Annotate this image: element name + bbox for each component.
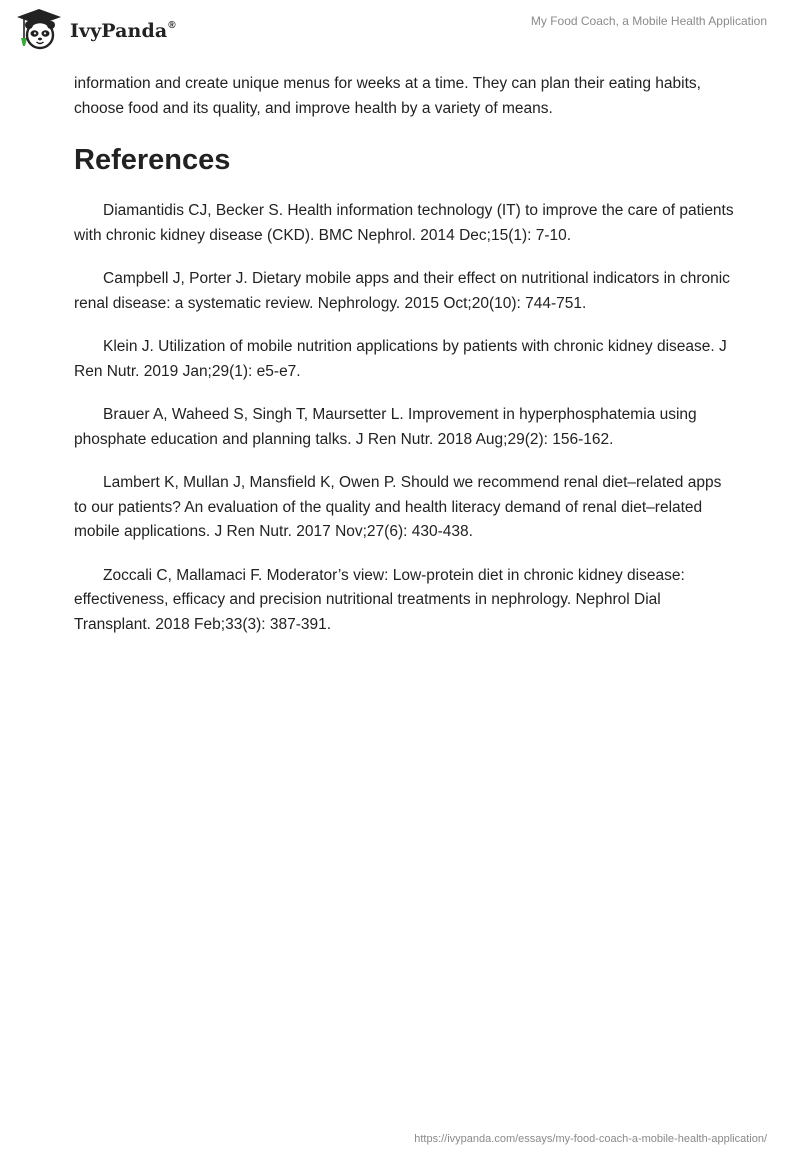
document-body [74,72,734,656]
panda-graduation-cap-icon [14,8,64,50]
brand-name-text: IvyPanda [70,20,168,42]
reference-item: Klein J. Utilization of mobile nutrition applications by patients with chronic kidney disease. J Ren Nutr. 2019 Jan;29(1): e5-e7. [74,338,727,380]
intro-paragraph: information and create unique menus for weeks at a time. They can plan their eating habits, choose food and its quality, and improve health by a variety of means. [74,75,701,117]
reference-item: Lambert K, Mullan J, Mansfield K, Owen P. Should we recommend renal diet–related apps to our patients? An evaluation of the quality and health literacy demand of renal diet–related mobile applications. J Ren Nutr. 2017 Nov;27(6): 430-438. [74,474,722,540]
document-title: My Food Coach, a Mobile Health Application [530,14,767,28]
reference-item: Brauer A, Waheed S, Singh T, Maursetter L. Improvement in hyperphosphatemia using phosphate education and planning talks. J Ren Nutr. 2018 Aug;29(2): 156-162. [74,406,697,448]
reference-item: Campbell J, Porter J. Dietary mobile apps and their effect on nutritional indicators in chronic renal disease: a systematic review. Nephrology. 2015 Oct;20(10): 744-751. [74,270,730,312]
page-header [0,0,800,64]
registered-mark: ® [168,19,176,31]
reference-list [74,199,734,637]
brand-name [70,20,176,42]
ivypanda-logo[interactable] [14,8,176,50]
references-heading: References [74,144,231,176]
reference-item: Diamantidis CJ, Becker S. Health information technology (IT) to improve the care of patients with chronic kidney disease (CKD). BMC Nephrol. 2014 Dec;15(1): 7-10. [74,202,734,244]
reference-item: Zoccali C, Mallamaci F. Moderator’s view: Low-protein diet in chronic kidney disease: effectiveness, efficacy and precision nutritional treatments in nephrology. Nephrol Dial Transplant. 2018 Feb;33(3): 387-391. [74,566,685,633]
source-url-link[interactable]: https://ivypanda.com/essays/my-food-coach-a-mobile-health-application/ [414,1133,767,1145]
